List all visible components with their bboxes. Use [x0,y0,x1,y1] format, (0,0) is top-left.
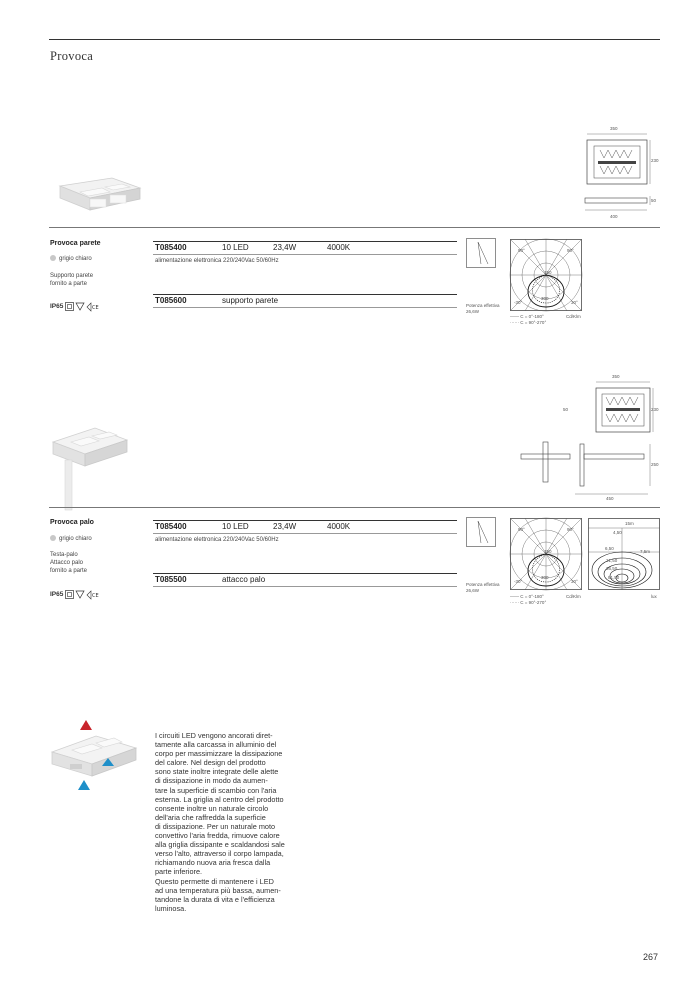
led-count: 10 LED [222,243,249,252]
iso-label: 15m [625,521,634,526]
certification-icons [65,302,105,312]
certification-icons [65,590,105,600]
color-finish: grigio chiaro [50,535,92,543]
hot-air-arrow-icon [80,720,92,730]
color-temperature: 4000K [327,522,351,531]
color-swatch [50,535,56,541]
power-supply: alimentazione elettronica 220/240Vac 50/60Hz [155,537,279,543]
wattage: 23,4W [273,522,297,531]
iso-label: 7,5m [640,549,651,554]
svg-text:CE: CE [92,593,99,599]
accessory-desc: attacco palo [222,575,266,584]
polar-value: 150 [544,270,552,275]
tech-drawing-front [582,132,662,232]
iso-label: 81,50 [608,575,620,580]
page-number: 267 [643,952,659,962]
dim-height-2: 250 [651,462,659,467]
dim-height: 230 [651,158,659,163]
polar-angle: 90° [567,248,574,253]
description-text: I circuiti LED vengono ancorati diret- tamente alla carcassa in alluminio del corpo per massimizzare la dissipazione del calore. Nel design del prodotto sono state inoltre integrate delle alette di dissipazione in modo da aumen- tare la superficie di scambio con l'aria esterna. La griglia al centro del prodotto consente inoltre un naturale circolo dell'aria che raffredda la superficie di dissipazione. Per un naturale moto convettivo l'aria fredda, rimuove calore alla griglia dissipante e scaldandosi sale verso l'alto, attraverso il corpo lampada, richiamando nuova aria fresca dalla parte inferiore. Questo permette di mantenere i LED ad una temperatura più bassa, aumen- tandone la durata di vita e l'efficienza luminosa. [155,731,285,913]
power-supply: alimentazione elettronica 220/240Vac 50/60Hz [155,258,279,264]
section-rule [49,227,660,228]
accessory-code: T085600 [155,296,187,305]
polar-angle: 90° [567,527,574,532]
dim-height: 230 [651,407,659,412]
power-effective: Potenza effettiva 26,6W [466,303,500,314]
dim-depth: 50 [563,407,569,412]
polar-unit: Cd/Klm [566,594,581,599]
led-count: 10 LED [222,522,249,531]
color-swatch [50,255,56,261]
table-rule [153,520,457,521]
code-row: T085400 [155,522,187,531]
beam-angle-icon [466,517,498,549]
polar-angle: 90° [518,248,525,253]
dim-length: 400 [610,214,618,219]
table-rule [153,533,457,534]
ip-rating: IP65 [50,303,64,310]
polar-angle: -30° [514,300,523,305]
table-rule [153,586,457,587]
product-image-pole [47,418,137,508]
polar-unit: Cd/Klm [566,314,581,319]
iso-unit: lux [651,594,657,599]
table-rule [153,241,457,242]
color-temperature: 4000K [327,243,351,252]
tech-drawing-side [518,440,668,500]
table-rule [153,294,457,295]
iso-label: 36,50 [606,566,618,571]
polar-angle: 90° [518,527,525,532]
code-row: T085400 [155,243,187,252]
product-name: Provoca parete [50,240,101,247]
product-note: Supporto parete fornito a parte [50,273,94,287]
section-rule [49,507,660,508]
accessory-code: T085500 [155,575,187,584]
polar-angle: 30° [571,579,578,584]
polar-value: 300 [541,575,549,580]
color-finish: grigio chiaro [50,255,92,263]
product-image-wall [50,168,150,218]
svg-text:CE: CE [92,305,99,311]
ip-rating: IP65 [50,591,64,598]
product-name: Provoca palo [50,519,94,526]
polar-angle: 30° [571,300,578,305]
dim-depth: 50 [651,198,657,203]
polar-angle: -30° [514,579,523,584]
dim-width: 350 [612,374,620,379]
iso-label: 21,50 [606,558,618,563]
iso-label: 4,50 [613,530,622,535]
page-title: Provoca [50,49,94,63]
polar-value: 300 [541,296,549,301]
beam-angle-icon [466,238,498,270]
wattage: 23,4W [273,243,297,252]
table-rule [153,254,457,255]
table-rule [153,573,457,574]
header-rule [49,39,660,40]
polar-legend: —— C = 0°-180° ······ C = 90°-270° [510,594,547,605]
accessory-desc: supporto parete [222,296,279,305]
dim-width: 350 [610,126,618,131]
cold-air-arrow-icon [78,780,90,790]
dim-length: 450 [606,496,614,501]
polar-legend: —— C = 0°-180° ······ C = 90°-270° [510,314,547,325]
iso-label: 6,50 [605,546,614,551]
polar-value: 150 [544,549,552,554]
heat-dissipation-image [46,718,146,798]
product-note: Testa-palo Attacco palo fornito a parte [50,552,88,574]
table-rule [153,307,457,308]
power-effective: Potenza effettiva 26,6W [466,582,500,593]
